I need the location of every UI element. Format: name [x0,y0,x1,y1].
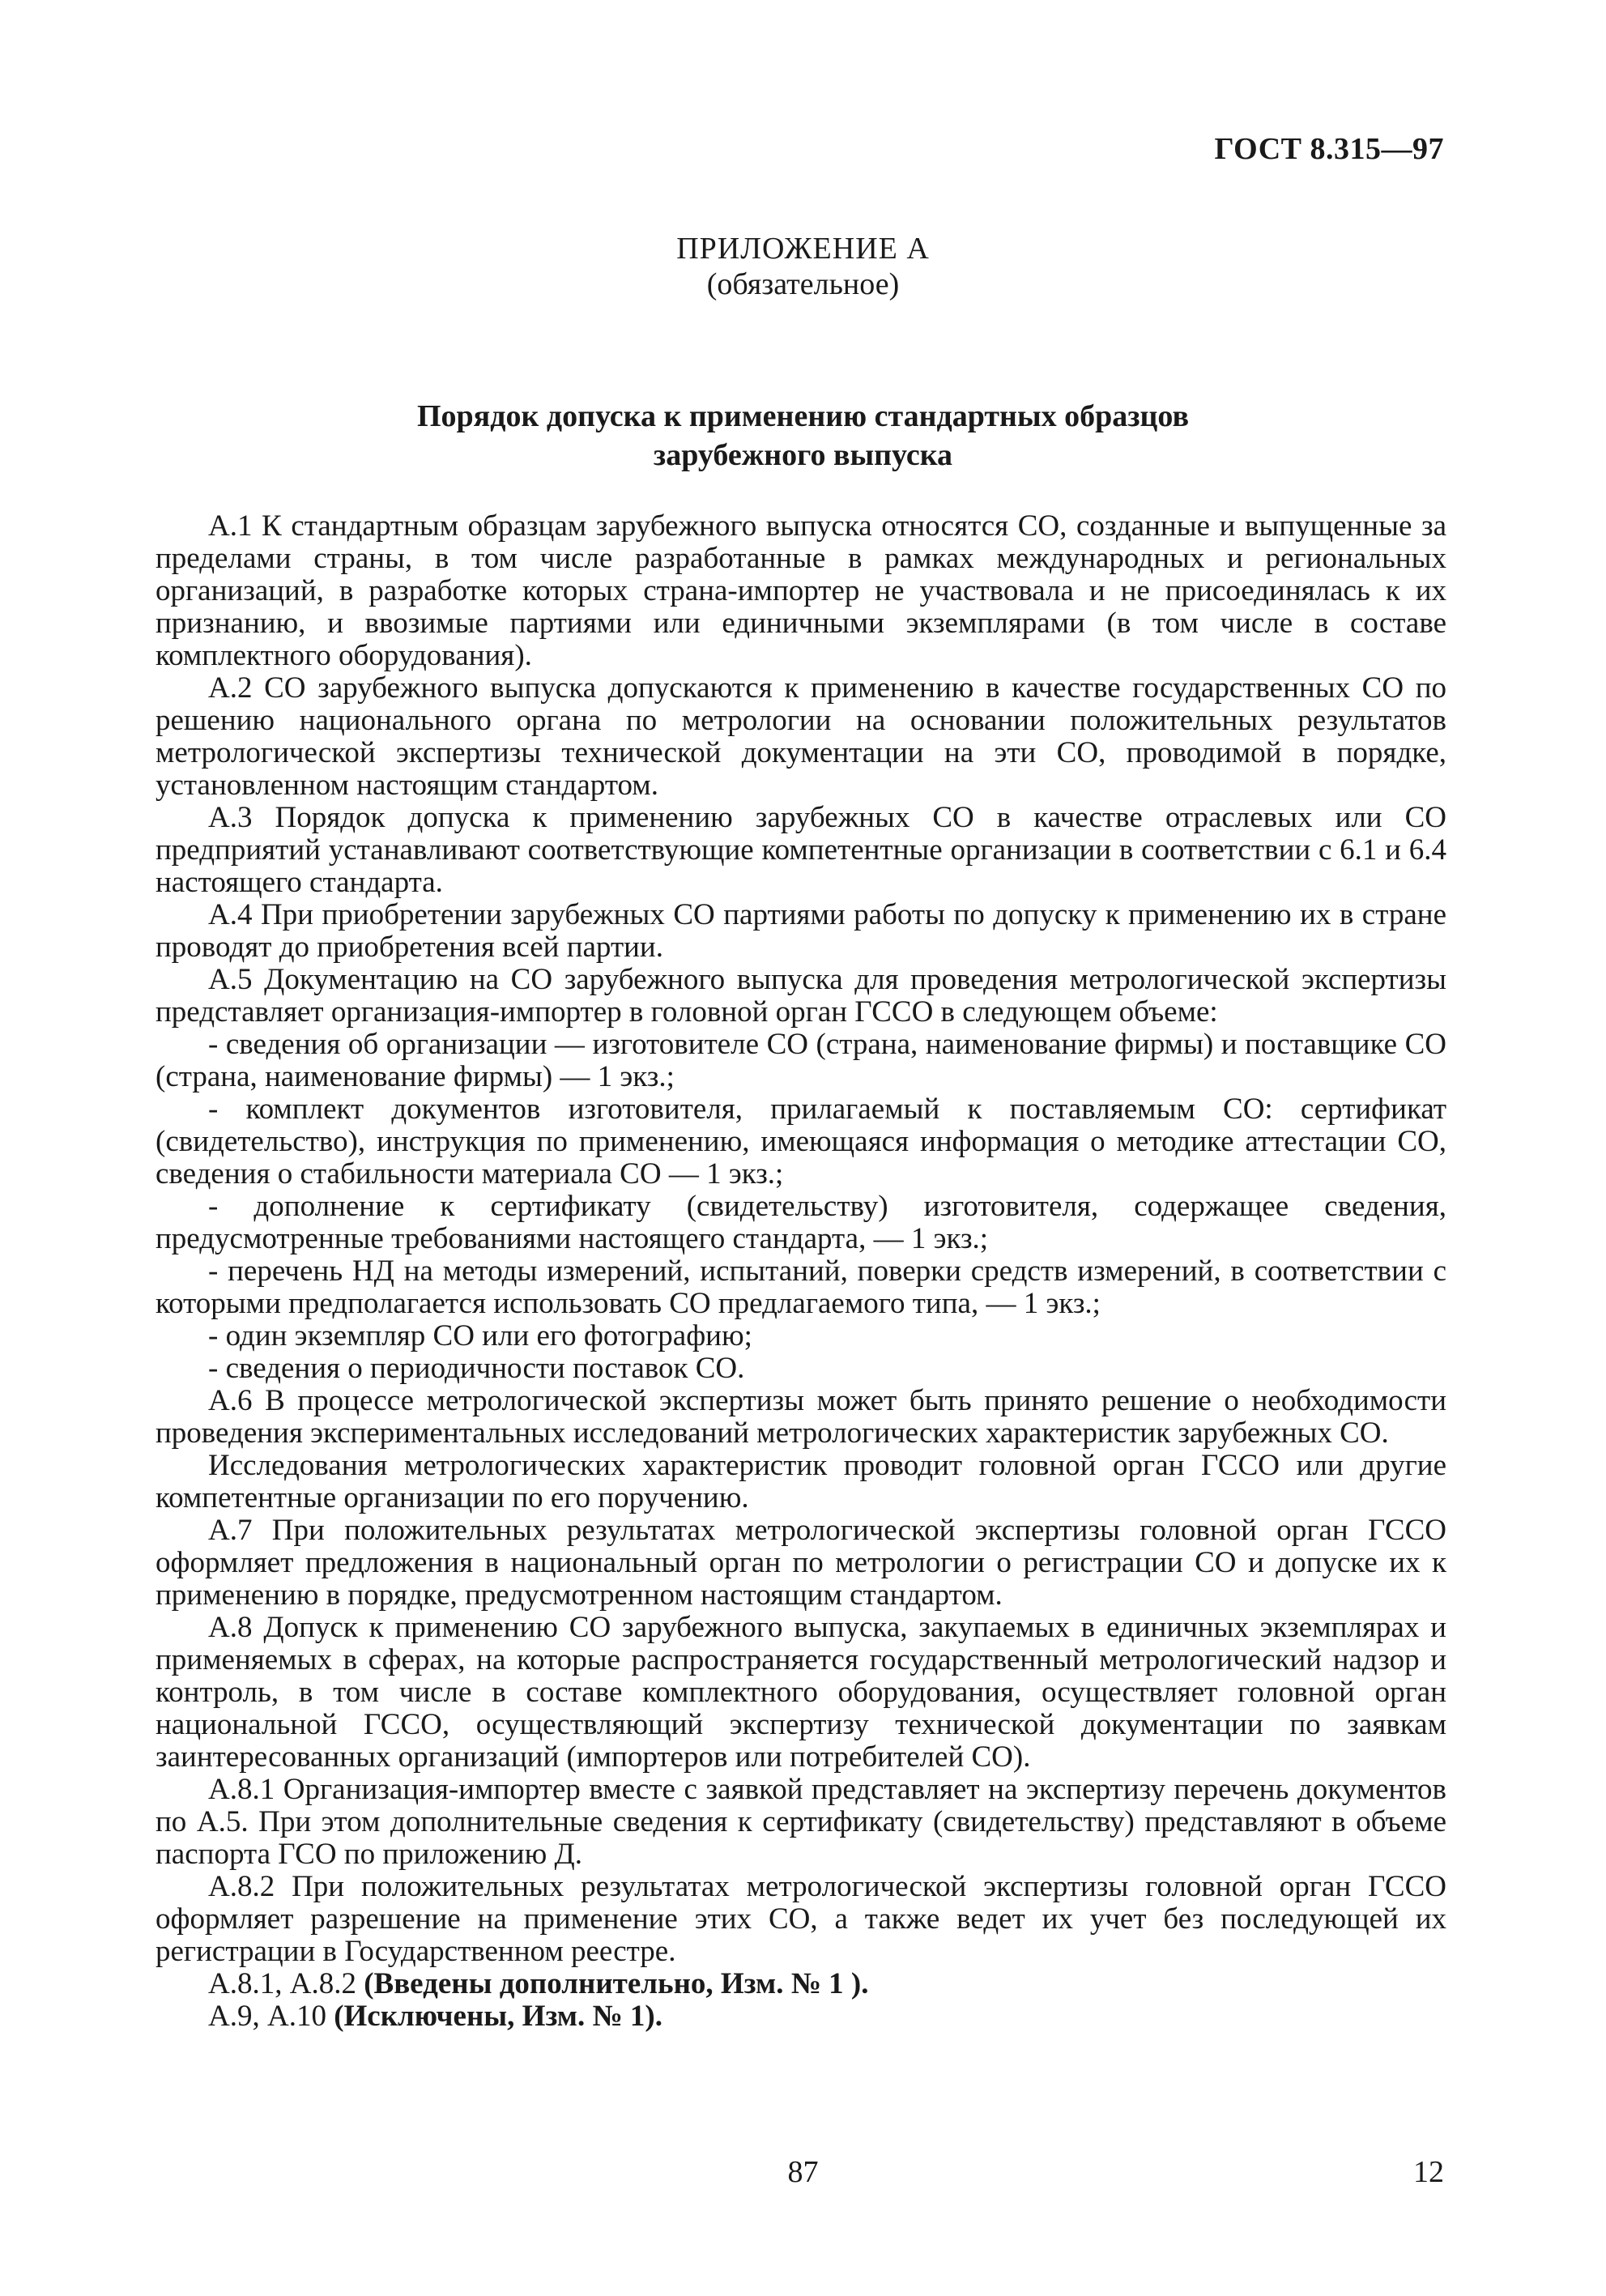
paragraph-a7: А.7 При положительных результатах метрологической экспертизы головной орган ГССО оформляет предложения в национальный орган по метрологии о регистрации СО и допуске их к применению в порядке, предусмотренном настоящим стандартом. [155,1514,1446,1612]
amendment-note-bold: (Введены дополнительно, Изм. № 1 ). [364,1967,869,2000]
section-heading [0,397,1606,475]
document-code: ГОСТ 8.315—97 [1214,132,1444,166]
appendix-subtitle: (обязательное) [706,267,900,301]
paragraph-a2: А.2 СО зарубежного выпуска допускаются к применению в качестве государственных СО по решению национального органа по метрологии на основании положительных результатов метрологической экспертизы технической документации на эти СО, проводимой в порядке, установленном настоящим стандартом. [155,671,1446,802]
paragraph-a8-1: А.8.1 Организация-импортер вместе с заявкой представляет на экспертизу перечень документов по А.5. При этом дополнительные сведения к сертификату (свидетельству) представляют в объеме паспорта ГСО по приложению Д. [155,1773,1446,1871]
sheet-number: 12 [1413,2155,1444,2189]
paragraph-a8: А.8 Допуск к применению СО зарубежного выпуска, закупаемых в единичных экземплярах и применяемых в сферах, на которые распространяется государственный метрологический надзор и контроль, в том числе в составе комплектного оборудования, осуществляет головной орган национальной ГССО, осуществляющий экспертизу технической документации по заявкам заинтересованных организаций (импортеров или потребителей СО). [155,1611,1446,1774]
paragraph-a3: А.3 Порядок допуска к применению зарубежных СО в качестве отраслевых или СО предприятий устанавливают соответствующие компетентные организации в соответствии с 6.1 и 6.4 настоящего стандарта. [155,801,1446,899]
list-item: - дополнение к сертификату (свидетельству) изготовителя, содержащее сведения, предусмотренные требованиями настоящего стандарта, — 1 экз.; [155,1190,1446,1255]
list-item: - перечень НД на методы измерений, испытаний, поверки средств измерений, в соответствии с которыми предполагается использовать СО предлагаемого типа, — 1 экз.; [155,1254,1446,1320]
list-item: - комплект документов изготовителя, прилагаемый к поставляемым СО: сертификат (свидетельство), инструкция по применению, имеющаяся информация о методике аттестации СО, сведения о стабильности материала СО — 1 экз.; [155,1093,1446,1191]
appendix-block [0,231,1606,302]
paragraph-a6-research: Исследования метрологических характеристик проводит головной орган ГССО или другие компетентные организации по его поручению. [155,1449,1446,1514]
amendment-note [155,2000,1446,2033]
section-heading-line-1: Порядок допуска к применению стандартных образцов [416,399,1189,433]
appendix-title: ПРИЛОЖЕНИЕ А [676,232,930,266]
list-item: - сведения об организации — изготовителе СО (страна, наименование фирмы) и поставщике СО (страна, наименование фирмы) — 1 экз.; [155,1028,1446,1093]
section-heading-line-2: зарубежного выпуска [653,438,953,472]
document-body [155,510,1446,2033]
paragraph-a1: А.1 К стандартным образцам зарубежного выпуска относятся СО, созданные и выпущенные за пределами страны, в том числе разработанные в рамках международных и региональных организаций, в разработке которых страна-импортер не участвовала и не присоединялась к их признанию, и ввозимые партиями или единичными экземплярами (в том числе в составе комплектного оборудования). [155,509,1446,672]
paragraph-a4: А.4 При приобретении зарубежных СО партиями работы по допуску к применению их в стране проводят до приобретения всей партии. [155,898,1446,964]
list-item: - один экземпляр СО или его фотографию; [208,1319,752,1352]
paragraph-a5: А.5 Документацию на СО зарубежного выпуска для проведения метрологической экспертизы представляет организация-импортер в головной орган ГССО в следующем объеме: [155,963,1446,1029]
paragraph-a8-2: А.8.2 При положительных результатах метрологической экспертизы головной орган ГССО оформляет разрешение на применение этих СО, а также ведет их учет без последующей их регистрации в Государственном реестре. [155,1870,1446,1968]
amendment-note-bold: (Исключены, Изм. № 1). [334,2000,662,2033]
paragraph-a6: А.6 В процессе метрологической экспертизы может быть принято решение о необходимости проведения экспериментальных исследований метрологических характеристик зарубежных СО. [155,1384,1446,1450]
amendment-note-prefix: А.8.1, А.8.2 [208,1967,364,2000]
page-number: 87 [787,2155,819,2189]
amendment-note [155,1968,1446,2000]
amendment-note-prefix: А.9, А.10 [208,2000,334,2033]
list-item: - сведения о периодичности поставок СО. [208,1352,745,1385]
